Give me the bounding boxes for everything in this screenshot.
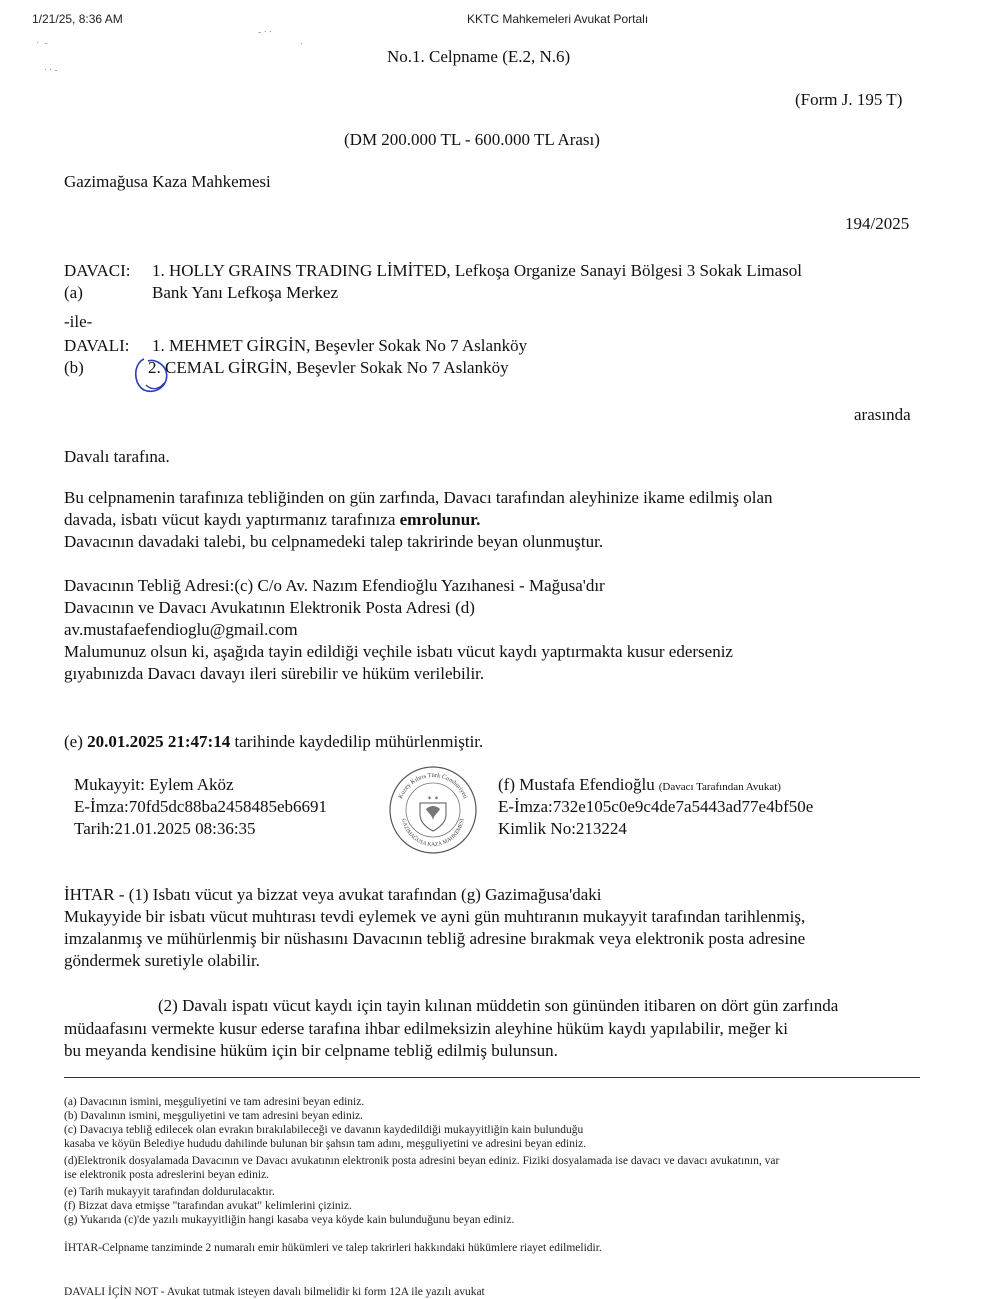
- bottom-warning-note: İHTAR-Celpname tanziminde 2 numaralı emir hükümleri ve talep takrirleri hakkındaki hükümlere riayet edilmelidir.: [64, 1242, 602, 1254]
- scan-speck: ⸱: [300, 39, 303, 50]
- service-address: Davacının Tebliğ Adresi:(c) C/o Av. Nazım Efendioğlu Yazıhanesi - Mağusa'dır: [64, 576, 605, 595]
- scan-speck: · -: [36, 38, 48, 49]
- amount-range: (DM 200.000 TL - 600.000 TL Arası): [344, 130, 600, 149]
- warning-1-line4: göndermek suretiyle olabilir.: [64, 951, 260, 970]
- seal-text-bottom: GAZİMAĞUSA KAZA MAHKEMESİ: [400, 818, 466, 849]
- defendant-2: 2. CEMAL GİRGİN, Beşevler Sokak No 7 Aslanköy: [148, 358, 509, 377]
- scan-speck: ⸱ ⸱ -: [44, 65, 58, 76]
- email-address: av.mustafaefendioglu@gmail.com: [64, 620, 298, 639]
- footnote-item: (f) Bizzat dava etmişse "tarafından avukat" kelimlerini çiziniz.: [64, 1200, 352, 1212]
- lawyer-name: (f) Mustafa Efendioğlu: [498, 775, 655, 794]
- footnote-item: kasaba ve köyün Belediye hududu dahilinde bulunan bir şahsın tam adını, meşguliyetini ve adresini beyan ediniz.: [64, 1138, 587, 1150]
- warning-1-line2: Mukayyide bir isbatı vücut muhtırası tevdi eylemek ve ayni gün muhtıranın mukayyit tarafından tarihlenmiş,: [64, 907, 806, 926]
- body-p1-line2-bold: emrolunur.: [399, 510, 481, 529]
- footnote-item: (b) Davalının ismini, meşguliyetini ve tam adresini beyan ediniz.: [64, 1110, 363, 1122]
- email-label: Davacının ve Davacı Avukatının Elektronik Posta Adresi (d): [64, 598, 475, 617]
- pen-circle-mark: [130, 355, 172, 395]
- notice-line-1: Malumunuz olsun ki, aşağıda tayin edildiği veçhile isbatı vücut kaydı yaptırmakta kusur ederseniz: [64, 642, 733, 661]
- registrar-esign: E-İmza:70fd5dc88ba2458485eb6691: [74, 797, 328, 816]
- lawyer-name-line: [498, 774, 781, 796]
- lawyer-id: Kimlik No:213224: [498, 819, 627, 838]
- footnote-item: (e) Tarih mukayyit tarafından doldurulacaktır.: [64, 1186, 275, 1198]
- warning-2-line2: müdaafasını vermekte kusur ederse tarafına ihbar edilmeksizin aleyhine hüküm kaydı yapılabilir, meğer ki: [64, 1019, 788, 1038]
- plaintiff-mark: (a): [64, 283, 83, 302]
- defendant-label: DAVALI:: [64, 336, 130, 355]
- scan-speck: - ⸱ ⸱: [258, 27, 272, 38]
- svg-text:GAZİMAĞUSA KAZA MAHKEMESİ: [400, 818, 466, 848]
- portal-name: KKTC Mahkemeleri Avukat Portalı: [467, 12, 649, 26]
- defendant-note-cut: DAVALI İÇİN NOT - Avukat tutmak isteyen davalı bilmelidir ki form 12A ile yazılı avukat: [64, 1286, 485, 1298]
- footnote-item: (c) Davacıya tebliğ edilecek olan evrakın bırakılabileceği ve davanın kaydedildiği mukayyitliğin kain bulunduğu: [64, 1124, 584, 1136]
- plaintiff-line-1: 1. HOLLY GRAINS TRADING LİMİTED, Lefkoşa Organize Sanayi Bölgesi 3 Sokak Limasol: [152, 261, 803, 280]
- with-separator: -ile-: [64, 312, 93, 331]
- footnote-item: (g) Yukarıda (c)'de yazılı mukayyitliğin hangi kasaba veya köyde kain bulunduğunu beyan ediniz.: [64, 1214, 515, 1226]
- form-code: (Form J. 195 T): [795, 90, 903, 109]
- seal-text-top: Kuzey Kıbrıs Türk Cumhuriyeti: [397, 771, 469, 800]
- court-name: Gazimağusa Kaza Mahkemesi: [64, 172, 271, 191]
- defendant-1: 1. MEHMET GİRGİN, Beşevler Sokak No 7 Aslanköy: [152, 336, 528, 355]
- body-p1-line2-text: davada, isbatı vücut kaydı yaptırmanız tarafınıza: [64, 510, 400, 529]
- warning-1-line3: imzalanmış ve mühürlenmiş bir nüshasını Davacının tebliğ adresine bırakmak veya elektronik posta adresine: [64, 929, 806, 948]
- body-p1-line2: [64, 509, 480, 531]
- footnote-divider: [64, 1077, 920, 1078]
- footnote-item: ise elektronik posta adreslerini beyan ediniz.: [64, 1169, 270, 1181]
- footnote-item: (d)Elektronik dosyalamada Davacının ve Davacı avukatının elektronik posta adresini beyan ediniz. Fiziki dosyalamada ise davacı ve davacı avukatının, var: [64, 1155, 780, 1167]
- warning-2-line1: (2) Davalı ispatı vücut kaydı için tayin kılınan müddetin son gününden itibaren on dört gün zarfında: [158, 996, 839, 1015]
- body-p1-line3: Davacının davadaki talebi, bu celpnamedeki talep takririnde beyan olunmuştur.: [64, 532, 604, 551]
- court-seal-stamp: [388, 765, 478, 855]
- lawyer-esign: E-İmza:732e105c0e9c4de7a5443ad77e4bf50e: [498, 797, 814, 816]
- warning-1-line1: İHTAR - (1) Isbatı vücut ya bizzat veya avukat tarafından (g) Gazimağusa'daki: [64, 885, 602, 904]
- registration-line: [64, 731, 483, 753]
- svg-text:✶ ✶: ✶ ✶: [427, 795, 439, 802]
- print-datetime: 1/21/25, 8:36 AM: [32, 12, 123, 26]
- warning-2-line3: bu meyanda kendisine hüküm için bir celpname tebliğ edilmiş bulunsun.: [64, 1041, 558, 1060]
- body-p1-line1: Bu celpnamenin tarafınıza tebliğinden on gün zarfında, Davacı tarafından aleyhinize ikame edilmiş olan: [64, 488, 773, 507]
- addressee: Davalı tarafına.: [64, 447, 170, 466]
- case-number: 194/2025: [845, 214, 910, 233]
- plaintiff-line-2: Bank Yanı Lefkoşa Merkez: [152, 283, 339, 302]
- registration-prefix: (e): [64, 732, 88, 751]
- registration-datetime: 20.01.2025 21:47:14: [87, 732, 231, 751]
- between-word: arasında: [854, 405, 911, 424]
- plaintiff-label: DAVACI:: [64, 261, 131, 280]
- registration-suffix: tarihinde kaydedilip mühürlenmiştir.: [230, 732, 484, 751]
- registrar-date: Tarih:21.01.2025 08:36:35: [74, 819, 256, 838]
- footnote-item: (a) Davacının ismini, meşguliyetini ve tam adresini beyan ediniz.: [64, 1096, 365, 1108]
- notice-line-2: gıyabınızda Davacı davayı ileri sürebilir ve hüküm verilebilir.: [64, 664, 485, 683]
- form-title: No.1. Celpname (E.2, N.6): [387, 47, 571, 66]
- defendant-mark: (b): [64, 358, 84, 377]
- lawyer-role: (Davacı Tarafından Avukat): [658, 781, 781, 793]
- registrar-name: Mukayyit: Eylem Aköz: [74, 775, 234, 794]
